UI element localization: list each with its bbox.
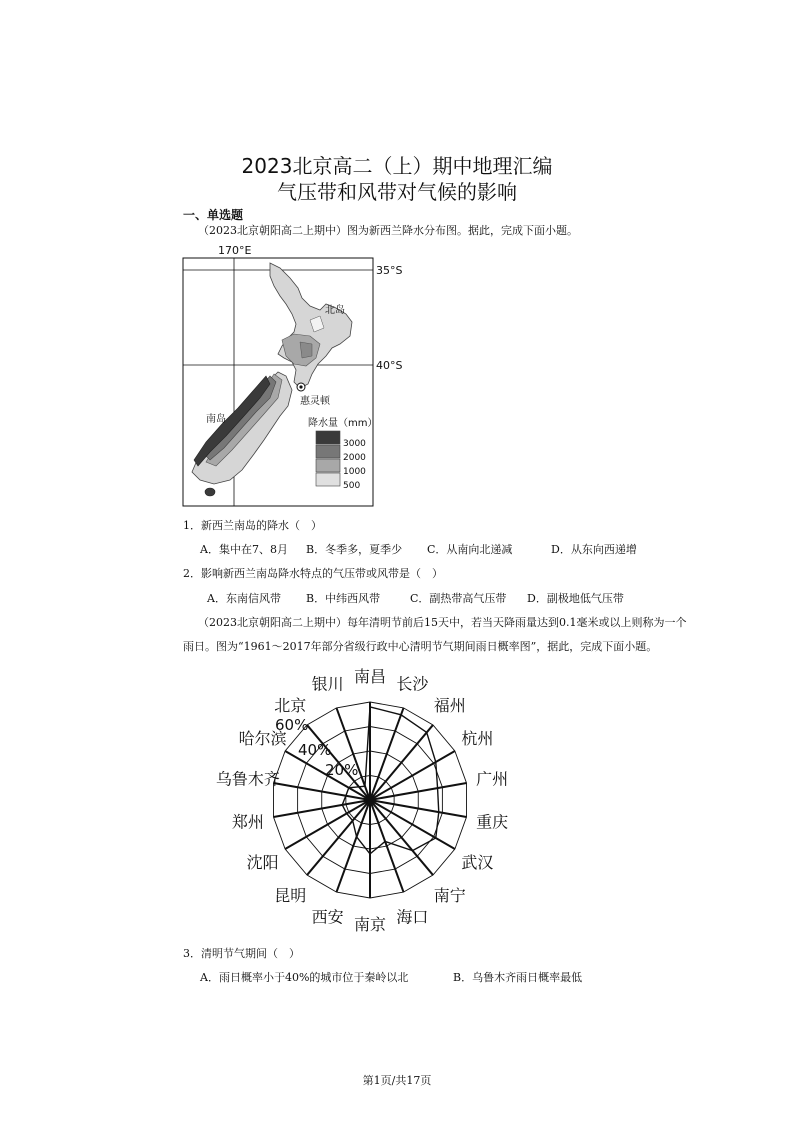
stewart-island	[205, 488, 215, 496]
radar-category-label: 南京	[353, 915, 387, 934]
doc-title-line2: 气压带和风带对气候的影响	[277, 180, 517, 204]
rain-day-probability-radar-chart	[160, 652, 580, 942]
legend-swatch-3000	[316, 431, 340, 444]
legend-title: 降水量（mm）	[308, 418, 378, 429]
radar-spoke	[336, 800, 370, 892]
radar-category-label: 广州	[476, 769, 509, 789]
question-3-option-a: A．雨日概率小于40%的城市位于秦岭以北	[200, 971, 409, 984]
question-1-option-b: B．冬季多，夏季少	[306, 543, 403, 556]
legend-swatch-1000	[316, 459, 340, 472]
intro-text-1: （2023北京朝阳高二上期中）图为新西兰降水分布图。据此，完成下面小题。	[198, 224, 578, 237]
radar-category-label: 杭州	[461, 729, 494, 748]
north-island-label: 北岛	[325, 305, 345, 316]
wellington-label: 惠灵顿	[300, 396, 330, 407]
question-1-option-c: C．从南向北递减	[427, 543, 513, 556]
north-island-2000-zone	[300, 342, 312, 358]
ring-label-60: 60%	[275, 716, 309, 734]
question-3-stem: 3．清明节气期间（ ）	[183, 947, 300, 960]
radar-category-label: 北京	[274, 696, 307, 716]
radar-spoke	[370, 708, 404, 800]
intro-text-2a: （2023北京朝阳高二上期中）每年清明节前后15天中，若当天降雨量达到0.1毫米或以上则称为一个	[198, 616, 687, 629]
radar-category-label: 长沙	[396, 674, 429, 694]
question-1-option-a: A．集中在7、8月	[200, 543, 288, 556]
radar-spoke	[370, 800, 433, 875]
question-1-option-d: D．从东向西递增	[551, 543, 637, 556]
radar-category-label: 沈阳	[246, 853, 279, 872]
legend-swatch-2000	[316, 445, 340, 458]
section-heading: 一、单选题	[183, 208, 244, 222]
radar-spoke	[307, 800, 370, 875]
lat-35-label: 35°S	[376, 264, 403, 277]
nz-precipitation-map	[170, 240, 410, 512]
page-footer: 第1页/共17页	[362, 1074, 432, 1087]
radar-category-label: 西安	[311, 907, 344, 927]
radar-category-label: 银川	[311, 674, 344, 694]
question-3-option-b: B．乌鲁木齐雨日概率最低	[453, 971, 583, 984]
question-2-option-d: D．副极地低气压带	[527, 592, 624, 605]
radar-spoke	[370, 725, 433, 800]
intro-text-2b: 雨日。图为“1961～2017年部分省级行政中心清明节气期间雨日概率图”，据此，完成下面小题。	[183, 640, 658, 653]
ring-label-40: 40%	[298, 741, 332, 759]
question-1-stem: 1．新西兰南岛的降水（ ）	[183, 519, 322, 532]
ring-label-20: 20%	[325, 761, 359, 779]
radar-category-label: 郑州	[231, 812, 264, 832]
legend-swatch-500	[316, 473, 340, 486]
question-2-stem: 2．影响新西兰南岛降水特点的气压带或风带是（ ）	[183, 567, 443, 580]
radar-category-label: 昆明	[274, 885, 307, 905]
radar-category-label: 南宁	[433, 885, 466, 905]
question-2-option-b: B．中纬西风带	[306, 592, 381, 605]
radar-category-label: 海口	[396, 907, 429, 927]
legend-label-2000: 2000	[343, 453, 366, 463]
legend-label-500: 500	[343, 481, 361, 491]
question-2-option-c: C．副热带高气压带	[410, 592, 507, 605]
radar-category-label: 南昌	[353, 667, 387, 686]
legend-label-1000: 1000	[343, 467, 366, 477]
lon-label: 170°E	[218, 244, 252, 257]
south-island-label: 南岛	[206, 414, 226, 425]
question-2-option-a: A．东南信风带	[207, 592, 281, 605]
radar-category-label: 乌鲁木齐	[215, 769, 280, 789]
radar-category-label: 重庆	[476, 812, 509, 832]
radar-category-label: 武汉	[461, 853, 494, 872]
radar-category-label: 哈尔滨	[238, 729, 287, 748]
doc-title-line1: 2023北京高二（上）期中地理汇编	[241, 154, 553, 178]
radar-category-label: 福州	[433, 696, 466, 716]
wellington-dot	[299, 385, 302, 388]
legend-label-3000: 3000	[343, 439, 366, 449]
lat-40-label: 40°S	[376, 359, 403, 372]
